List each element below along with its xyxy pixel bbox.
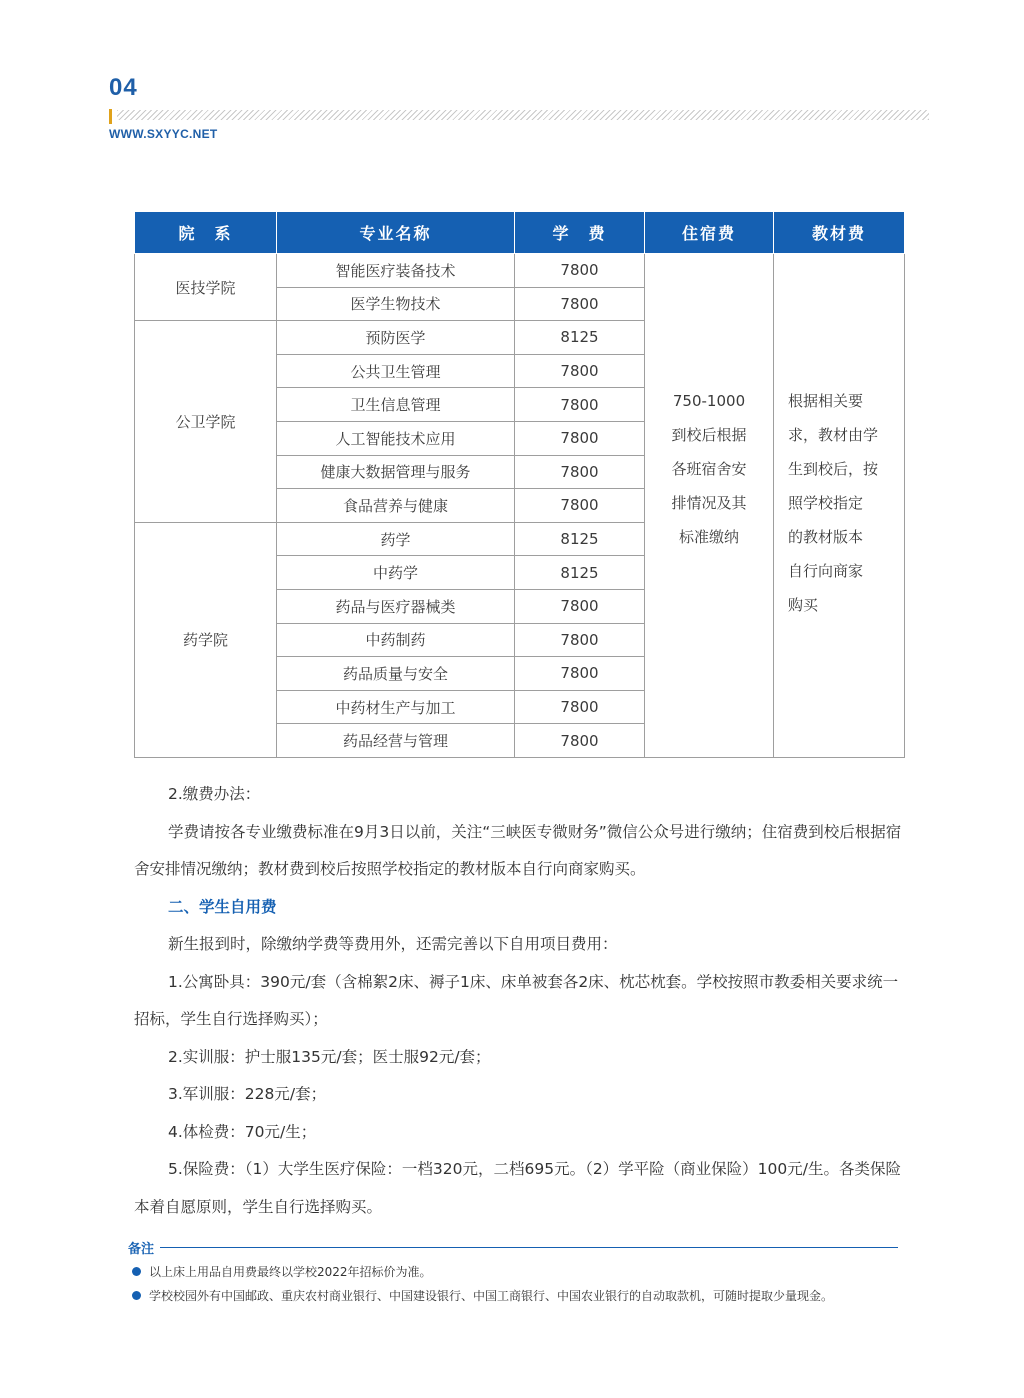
fee-cell: 7800: [515, 690, 645, 724]
fee-cell: 7800: [515, 388, 645, 422]
major-cell: 药品与医疗器械类: [277, 589, 515, 623]
notes-section: [128, 1236, 918, 1306]
accent-bar: [109, 109, 112, 124]
note-text: 学校校园外有中国邮政、重庆农村商业银行、中国建设银行、中国工商银行、中国农业银行的自动取款机，可随时提取少量现金。: [149, 1288, 834, 1303]
header-major: 专业名称: [277, 212, 515, 254]
major-cell: 卫生信息管理: [277, 388, 515, 422]
body-text: [134, 776, 906, 1226]
textbook-line: 自行向商家: [788, 562, 864, 580]
major-cell: 智能医疗装备技术: [277, 254, 515, 288]
intro-text: 新生报到时，除缴纳学费等费用外，还需完善以下自用项目费用：: [168, 935, 618, 953]
fee-cell: 7800: [515, 421, 645, 455]
item-bedding: 1.公寓卧具：390元/套（含棉絮2床、褥子1床、床单被套各2床、枕芯枕套。学校按照市教委相关要求统一招标，学生自行选择购买）；: [134, 972, 899, 1028]
textbook-line: 的教材版本: [788, 528, 864, 546]
major-cell: 食品营养与健康: [277, 489, 515, 523]
fee-cell: 7800: [515, 657, 645, 691]
fee-cell: 7800: [515, 623, 645, 657]
header-textbook: 教材费: [774, 212, 905, 254]
major-cell: 人工智能技术应用: [277, 421, 515, 455]
lodging-line: 到校后根据: [671, 426, 747, 444]
fee-cell: 8125: [515, 321, 645, 355]
major-cell: 中药材生产与加工: [277, 690, 515, 724]
lodging-cell: [645, 254, 774, 758]
fee-cell: 8125: [515, 522, 645, 556]
fee-cell: 7800: [515, 354, 645, 388]
table-row: [135, 254, 905, 288]
lodging-line: 标准缴纳: [678, 528, 739, 546]
dept-cell: 公卫学院: [135, 321, 277, 523]
fee-cell: 7800: [515, 724, 645, 758]
major-cell: 医学生物技术: [277, 287, 515, 321]
major-cell: 健康大数据管理与服务: [277, 455, 515, 489]
site-url: WWW.SXYYC.NET: [109, 127, 218, 141]
major-cell: 中药制药: [277, 623, 515, 657]
fee-cell: 8125: [515, 556, 645, 590]
notes-title: 备注: [128, 1241, 155, 1257]
note-item: [128, 1260, 918, 1282]
bullet-icon: [132, 1267, 141, 1276]
item-uniform: 2.实训服：护士服135元/套；医士服92元/套；: [168, 1047, 491, 1066]
major-cell: 药学: [277, 522, 515, 556]
major-cell: 公共卫生管理: [277, 354, 515, 388]
dept-cell: 医技学院: [135, 254, 277, 321]
major-cell: 预防医学: [277, 321, 515, 355]
fee-cell: 7800: [515, 287, 645, 321]
lodging-line: 750-1000: [672, 392, 746, 410]
textbook-line: 生到校后，按: [788, 460, 879, 478]
fee-cell: 7800: [515, 254, 645, 288]
payment-title: 2.缴费办法：: [168, 785, 261, 803]
item-insurance: 5.保险费：（1）大学生医疗保险：一档320元，二档695元。（2）学平险（商业保险）100元/生。各类保险本着自愿原则，学生自行选择购买。: [134, 1160, 901, 1216]
textbook-line: 根据相关要: [788, 392, 864, 410]
major-cell: 中药学: [277, 556, 515, 590]
fee-table: [134, 211, 905, 758]
page-number: 04: [109, 74, 138, 101]
notes-divider: [160, 1247, 898, 1248]
textbook-line: 照学校指定: [788, 494, 864, 512]
item-military: 3.军训服：228元/套；: [168, 1085, 327, 1103]
header-tuition: 学 费: [515, 212, 645, 254]
table-header-row: [135, 212, 905, 254]
lodging-line: 排情况及其: [671, 494, 747, 512]
item-physical: 4.体检费：70元/生；: [168, 1122, 317, 1141]
textbook-line: 购买: [788, 596, 819, 614]
major-cell: 药品经营与管理: [277, 724, 515, 758]
hatch-divider: [117, 110, 929, 120]
bullet-icon: [132, 1291, 141, 1300]
section-heading: 二、学生自用费: [168, 897, 277, 916]
note-text: 以上床上用品自用费最终以学校2022年招标价为准。: [149, 1264, 432, 1279]
lodging-line: 各班宿舍安: [671, 460, 747, 478]
header-lodging: 住宿费: [645, 212, 774, 254]
fee-cell: 7800: [515, 455, 645, 489]
note-item: [128, 1284, 918, 1306]
notes-header: [128, 1236, 918, 1258]
page-header: [109, 74, 929, 144]
fee-cell: 7800: [515, 489, 645, 523]
dept-cell: 药学院: [135, 522, 277, 757]
payment-text: 学费请按各专业缴费标准在9月3日以前，关注“三峡医专微财务”微信公众号进行缴纳；住宿费到校后根据宿舍安排情况缴纳；教材费到校后按照学校指定的教材版本自行向商家购买。: [134, 822, 902, 878]
textbook-cell: [774, 254, 905, 758]
major-cell: 药品质量与安全: [277, 657, 515, 691]
header-dept: 院 系: [135, 212, 277, 254]
fee-cell: 7800: [515, 589, 645, 623]
textbook-line: 求，教材由学: [788, 426, 879, 444]
